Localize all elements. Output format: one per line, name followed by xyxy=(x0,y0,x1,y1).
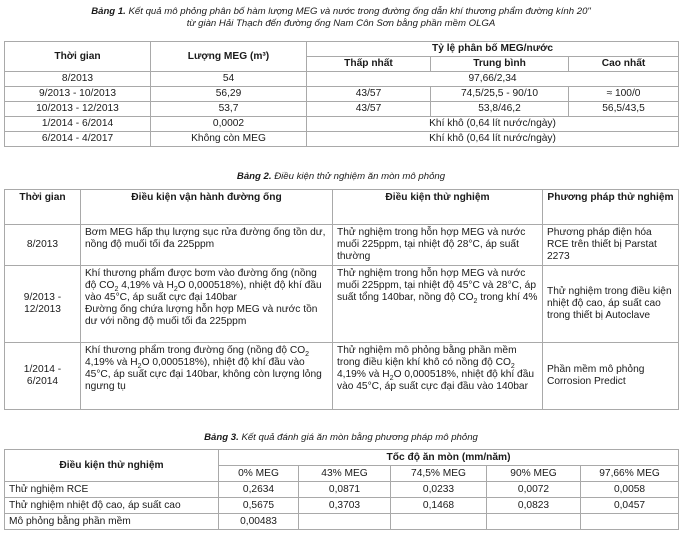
table1-cell-high: 56,5/43,5 xyxy=(569,102,679,117)
table1-cell-meg: 54 xyxy=(151,72,307,87)
table3-header-condition: Điều kiện thử nghiệm xyxy=(5,450,219,482)
table2-header-time: Thời gian xyxy=(5,190,81,225)
table1-header-ratio: Tỷ lệ phân bố MEG/nước xyxy=(307,42,679,57)
table2-cell-method: Phương pháp điện hóa RCE trên thiết bị Parstat 2273 xyxy=(543,225,679,266)
table3-header-rate: Tốc độ ăn mòn (mm/năm) xyxy=(219,450,679,466)
subscript: 2 xyxy=(389,375,394,383)
table1-caption-line2: từ giàn Hải Thạch đến đường ống Nam Côn Sơn bằng phần mềm OLGA xyxy=(186,18,496,29)
table1-cell-time: 10/2013 - 12/2013 xyxy=(5,102,151,117)
table3-header-col: 97,66% MEG xyxy=(581,466,679,482)
table3-cell-label: Mô phỏng bằng phần mềm xyxy=(5,514,219,530)
table3-cell-value xyxy=(299,514,391,530)
table2-caption-label: Bảng 2. xyxy=(236,171,272,182)
table2 xyxy=(4,189,679,410)
subscript: 2 xyxy=(305,351,310,359)
table3-cell-value: 0,0823 xyxy=(487,498,581,514)
table1-cell-time: 6/2014 - 4/2017 xyxy=(5,132,151,147)
table2-test-text-b: trong khí 4% xyxy=(477,292,538,303)
table2-cell-method: Phần mềm mô phỏng Corrosion Predict xyxy=(543,343,679,410)
table1 xyxy=(4,41,679,147)
table3-cell-value: 0,5675 xyxy=(219,498,299,514)
table2-operating-text-a: Khí thương phẩm được bơm vào đường ống (nồng độ CO xyxy=(85,268,317,291)
table1-cell-meg: 56,29 xyxy=(151,87,307,102)
table3-cell-value xyxy=(391,514,487,530)
table3-caption xyxy=(0,432,682,444)
table3-cell-value xyxy=(487,514,581,530)
table-row xyxy=(5,514,679,530)
table2-cell-time: 1/2014 - 6/2014 xyxy=(5,343,81,410)
table2-operating-text-a: Khí thương phẩm trong đường ống (nồng độ CO xyxy=(85,345,306,356)
table-row xyxy=(5,132,679,147)
table3-header-col: 43% MEG xyxy=(299,466,391,482)
table1-cell-avg: 53,8/46,2 xyxy=(431,102,569,117)
table2-cell-operating xyxy=(81,343,333,410)
table3-header-col: 90% MEG xyxy=(487,466,581,482)
table3 xyxy=(4,449,679,530)
table1-cell-meg: 53,7 xyxy=(151,102,307,117)
table-row xyxy=(5,117,679,132)
table1-header-low: Thấp nhất xyxy=(307,57,431,72)
table-row xyxy=(5,87,679,102)
table3-cell-value: 0,0233 xyxy=(391,482,487,498)
table2-test-text-b: 4,19% và H xyxy=(337,369,390,380)
table1-cell-avg: 74,5/25,5 - 90/10 xyxy=(431,87,569,102)
subscript: 2 xyxy=(473,298,478,306)
table2-operating-text-c: O 0,000518%), nhiệt độ khí đầu vào 45°C, áp suất cực đại 140bar xyxy=(85,280,322,303)
subscript: 2 xyxy=(173,286,178,294)
table-row xyxy=(5,225,679,266)
table1-caption xyxy=(0,6,682,30)
table1-cell-low: 43/57 xyxy=(307,102,431,117)
table2-cell-test xyxy=(333,266,543,343)
subscript: 2 xyxy=(510,363,515,371)
table-row xyxy=(5,498,679,514)
table1-cell-merged: Khí khô (0,64 lít nước/ngày) xyxy=(307,132,679,147)
table2-test-text-c: O 0,000518%, nhiệt độ khí đầu vào 45°C, áp suất cực đại đầu vào 140bar xyxy=(337,369,535,392)
table3-cell-value: 0,0457 xyxy=(581,498,679,514)
table1-caption-label: Bảng 1. xyxy=(91,6,126,17)
table3-cell-value xyxy=(581,514,679,530)
table3-cell-value: 0,0072 xyxy=(487,482,581,498)
table2-header-method: Phương pháp thử nghiệm xyxy=(543,190,679,225)
table1-header-meg: Lượng MEG (m³) xyxy=(151,42,307,72)
table3-cell-label: Thử nghiệm nhiệt độ cao, áp suất cao xyxy=(5,498,219,514)
table2-operating-text-c: O 0,000518%), nhiệt độ khí đầu vào 45°C, áp suất cực đại 140bar, không còn lượng lỏng ngưng tụ xyxy=(85,357,322,392)
table2-test-text-a: Thử nghiệm mô phỏng bằng phần mềm trong điều kiện khí khô có nồng độ CO xyxy=(337,345,517,368)
table1-cell-merged: 97,66/2,34 xyxy=(307,72,679,87)
table2-cell-test xyxy=(333,343,543,410)
table1-cell-time: 9/2013 - 10/2013 xyxy=(5,87,151,102)
table3-header-col: 0% MEG xyxy=(219,466,299,482)
table1-cell-time: 8/2013 xyxy=(5,72,151,87)
table2-cell-operating: Bơm MEG hấp thụ lượng sục rửa đường ống tồn dư, nồng độ muối tối đa 225ppm xyxy=(81,225,333,266)
table2-header-test: Điều kiện thử nghiệm xyxy=(333,190,543,225)
table3-cell-value: 0,1468 xyxy=(391,498,487,514)
subscript: 2 xyxy=(137,363,142,371)
table1-caption-line1: Kết quả mô phỏng phân bố hàm lượng MEG và nước trong đường ống dẫn khí thương phẩm đường kính 20" xyxy=(128,6,591,17)
table2-test-text-a: Thử nghiệm trong hỗn hợp MEG và nước muối 225ppm, tại nhiệt độ 45°C và 28°C, áp suất tổng 140bar, nồng độ CO xyxy=(337,268,536,303)
table-row xyxy=(5,102,679,117)
table1-header-high: Cao nhất xyxy=(569,57,679,72)
table2-caption-text: Điều kiện thử nghiệm ăn mòn mô phỏng xyxy=(274,171,446,182)
table3-cell-label: Thử nghiệm RCE xyxy=(5,482,219,498)
table-row xyxy=(5,343,679,410)
table2-header-operating: Điều kiện vận hành đường ống xyxy=(81,190,333,225)
table2-cell-operating xyxy=(81,266,333,343)
table3-caption-text: Kết quả đánh giá ăn mòn bằng phương pháp mô phỏng xyxy=(241,432,478,443)
table2-operating-text-b: 4,19% và H xyxy=(85,357,138,368)
table3-cell-value: 0,00483 xyxy=(219,514,299,530)
table2-cell-time: 8/2013 xyxy=(5,225,81,266)
table2-operating-text-b: 4,19% và H xyxy=(118,280,174,291)
table-row xyxy=(5,266,679,343)
table1-cell-meg: Không còn MEG xyxy=(151,132,307,147)
table1-cell-time: 1/2014 - 6/2014 xyxy=(5,117,151,132)
table3-cell-value: 0,0871 xyxy=(299,482,391,498)
table3-header-col: 74,5% MEG xyxy=(391,466,487,482)
table-row xyxy=(5,482,679,498)
table3-cell-value: 0,3703 xyxy=(299,498,391,514)
table1-cell-merged: Khí khô (0,64 lít nước/ngày) xyxy=(307,117,679,132)
table3-caption-label: Bảng 3. xyxy=(204,432,239,443)
table3-cell-value: 0,0058 xyxy=(581,482,679,498)
table1-cell-low: 43/57 xyxy=(307,87,431,102)
table2-cell-test: Thử nghiệm trong hỗn hợp MEG và nước muối 225ppm, tại nhiệt độ 28°C, áp suất thường xyxy=(333,225,543,266)
table1-cell-meg: 0,0002 xyxy=(151,117,307,132)
table2-operating-text-d: Đường ống chứa lượng hỗn hợp MEG và nước tồn dư với nồng độ muối tối đa 225ppm xyxy=(85,304,318,327)
table2-cell-time: 9/2013 - 12/2013 xyxy=(5,266,81,343)
table-row xyxy=(5,72,679,87)
table1-header-avg: Trung bình xyxy=(431,57,569,72)
table3-cell-value: 0,2634 xyxy=(219,482,299,498)
subscript: 2 xyxy=(114,286,119,294)
table2-caption xyxy=(0,171,682,183)
table2-cell-method: Thử nghiệm trong điều kiện nhiệt độ cao, áp suất cao trong thiết bị Autoclave xyxy=(543,266,679,343)
table1-cell-high: ≈ 100/0 xyxy=(569,87,679,102)
table1-header-time: Thời gian xyxy=(5,42,151,72)
